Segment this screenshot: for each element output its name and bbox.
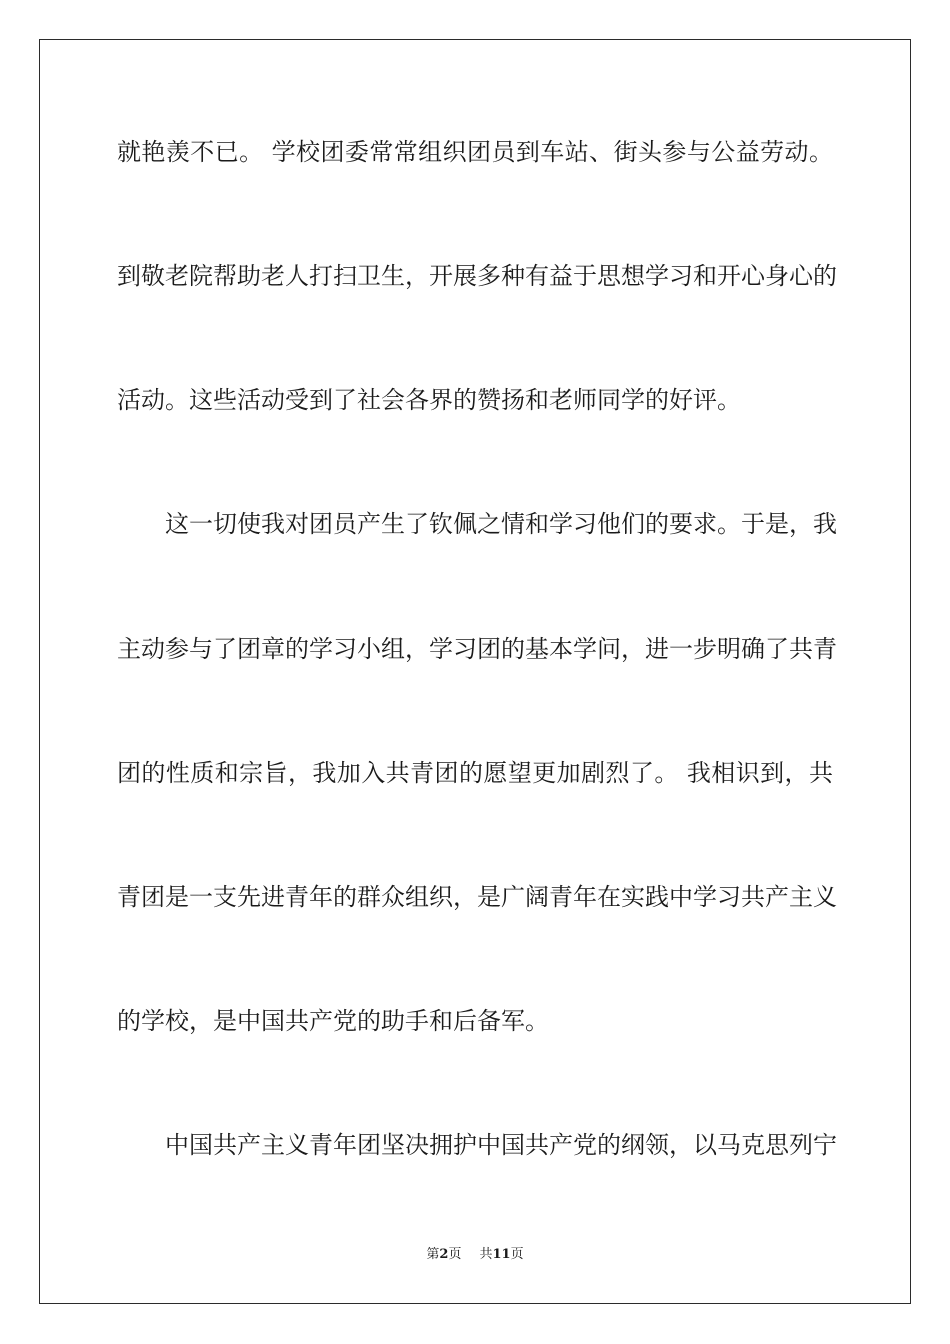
body-line-6: 团的性质和宗旨，我加入共青团的愿望更加剧烈了。 我相识到，共	[117, 759, 833, 787]
footer-total-pages: 11	[492, 1247, 511, 1262]
page-footer	[0, 1247, 950, 1263]
footer-page-suffix: 页	[448, 1247, 462, 1262]
footer-page-prefix: 第	[426, 1247, 440, 1262]
footer-total-prefix: 共	[479, 1247, 493, 1262]
body-line-9: 中国共产主义青年团坚决拥护中国共产党的纲领，以马克思列宁	[165, 1131, 837, 1159]
body-line-5: 主动参与了团章的学习小组，学习团的基本学问，进一步明确了共青	[117, 635, 837, 663]
body-line-2: 到敬老院帮助老人打扫卫生，开展多种有益于思想学习和开心身心的	[117, 262, 837, 290]
footer-total-suffix: 页	[510, 1247, 524, 1262]
body-line-1: 就艳羡不已。 学校团委常常组织团员到车站、街头参与公益劳动。	[117, 138, 833, 166]
body-line-8: 的学校，是中国共产党的助手和后备军。	[117, 1007, 549, 1035]
body-line-3: 活动。这些活动受到了社会各界的赞扬和老师同学的好评。	[117, 386, 741, 414]
page-frame	[39, 39, 911, 1304]
footer-page-number: 2	[439, 1247, 449, 1262]
body-line-7: 青团是一支先进青年的群众组织，是广阔青年在实践中学习共产主义	[117, 883, 837, 911]
body-line-4: 这一切使我对团员产生了钦佩之情和学习他们的要求。于是，我	[165, 510, 837, 538]
